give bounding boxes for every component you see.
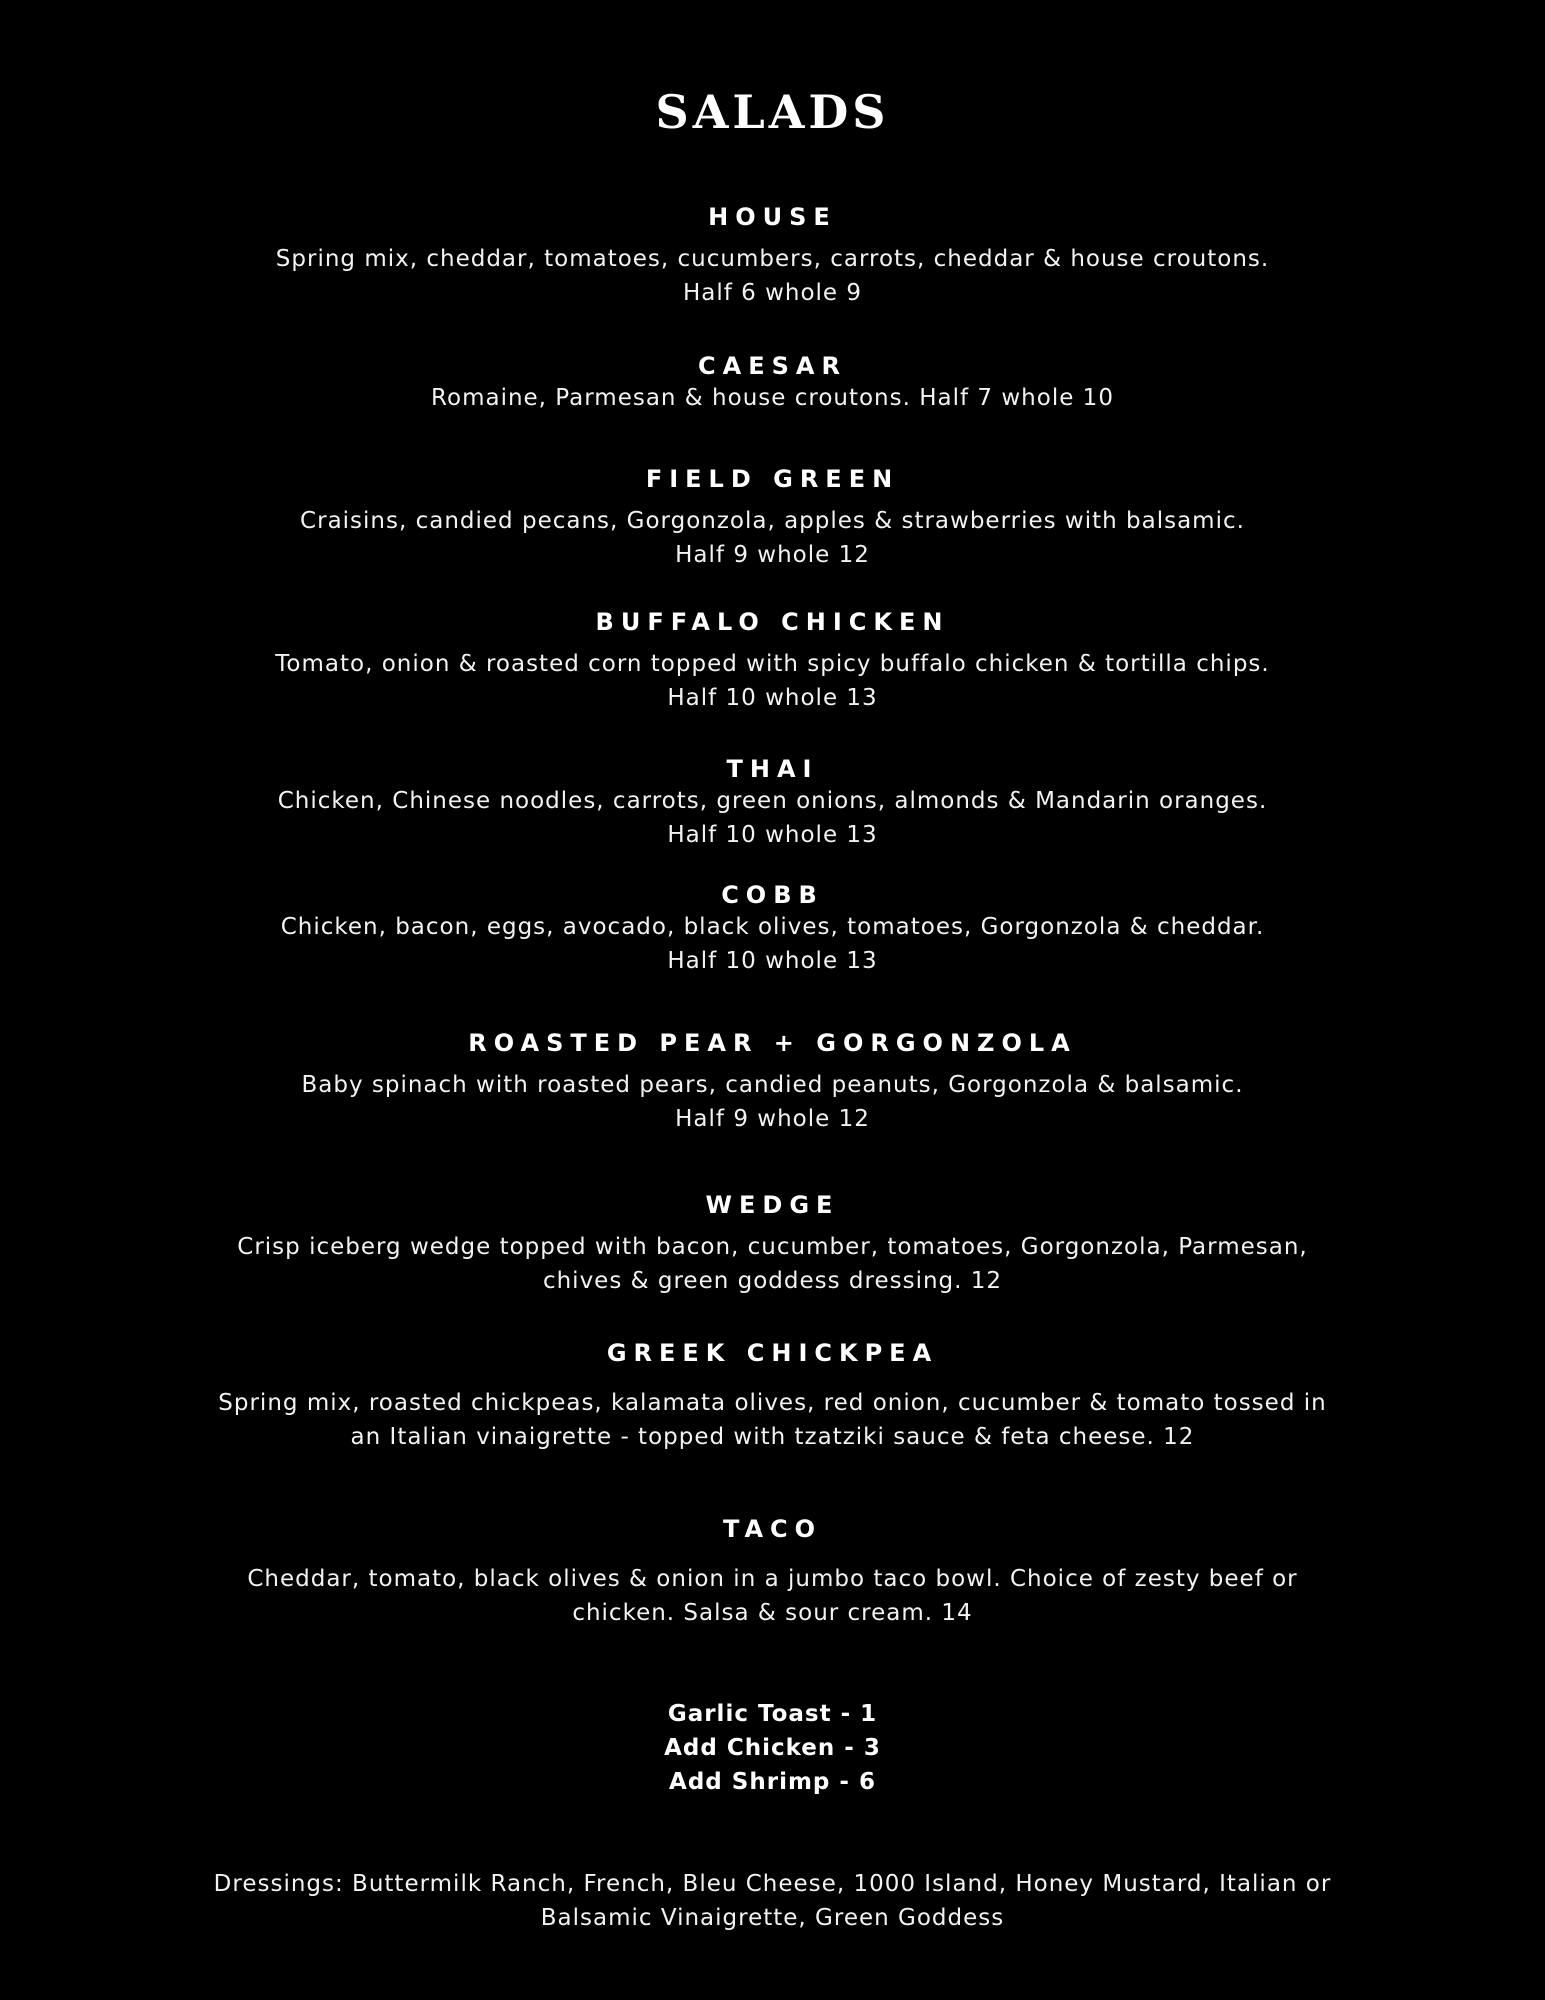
menu-item-price: Half 10 whole 13 [667,822,878,848]
menu-item-description-cont: an Italian vinaigrette - topped with tzatziki sauce & feta cheese. 12 [350,1424,1195,1450]
menu-item-description: Baby spinach with roasted pears, candied peanuts, Gorgonzola & balsamic. [301,1072,1244,1098]
menu-item-caesar [0,351,1545,415]
menu-item-name: ROASTED PEAR + GORGONZOLA [468,1029,1077,1057]
dressings-line-1: Dressings: Buttermilk Ranch, French, Bleu Cheese, 1000 Island, Honey Mustard, Italian or [213,1871,1332,1897]
dressings-line-2: Balsamic Vinaigrette, Green Goddess [540,1905,1005,1931]
menu-item-description: Crisp iceberg wedge topped with bacon, cucumber, tomatoes, Gorgonzola, Parmesan, [237,1234,1308,1260]
menu-item-greek-chickpea [0,1338,1545,1454]
menu-item-thai [0,754,1545,852]
page-title: SALADS [655,85,890,139]
menu-item-name: HOUSE [708,203,837,231]
menu-item-taco [0,1514,1545,1630]
menu-item-description-cont: chicken. Salsa & sour cream. 14 [572,1600,973,1626]
menu-item-price: Half 10 whole 13 [667,948,878,974]
menu-item-name: FIELD GREEN [645,465,900,493]
menu-item-roasted-pear-gorgonzola [0,1028,1545,1136]
menu-item-price: Half 6 whole 9 [682,280,863,306]
menu-item-price: Half 9 whole 12 [675,1106,870,1132]
menu-item-name: GREEK CHICKPEA [606,1339,939,1367]
menu-item-name: THAI [726,755,819,783]
menu-item-description: Spring mix, roasted chickpeas, kalamata olives, red onion, cucumber & tomato tossed in [218,1390,1327,1416]
menu-item-price: Half 10 whole 13 [667,685,878,711]
addon-chicken: Add Chicken - 3 [664,1735,881,1761]
menu-item-buffalo-chicken [0,607,1545,715]
menu-item-cobb [0,880,1545,978]
addon-shrimp: Add Shrimp - 6 [669,1769,876,1795]
menu-item-name: CAESAR [698,352,847,380]
menu-item-wedge [0,1190,1545,1298]
addons-list [0,1697,1545,1799]
menu-item-description: Romaine, Parmesan & house croutons. Half 7 whole 10 [431,385,1114,411]
menu-item-description: Cheddar, tomato, black olives & onion in a jumbo taco bowl. Choice of zesty beef or [247,1566,1298,1592]
menu-item-description: Craisins, candied pecans, Gorgonzola, apples & strawberries with balsamic. [300,508,1245,534]
menu-item-house [0,202,1545,310]
menu-item-description: Chicken, bacon, eggs, avocado, black olives, tomatoes, Gorgonzola & cheddar. [280,914,1265,940]
dressings-note [0,1867,1545,1935]
menu-item-description: Chicken, Chinese noodles, carrots, green onions, almonds & Mandarin oranges. [277,788,1268,814]
addon-garlic-toast: Garlic Toast - 1 [667,1701,878,1727]
menu-item-description: Spring mix, cheddar, tomatoes, cucumbers, carrots, cheddar & house croutons. [275,246,1270,272]
menu-item-name: WEDGE [705,1191,840,1219]
menu-item-price: Half 9 whole 12 [675,542,870,568]
menu-item-name: TACO [722,1515,823,1543]
menu-item-description-cont: chives & green goddess dressing. 12 [542,1268,1003,1294]
menu-item-name: BUFFALO CHICKEN [595,608,950,636]
menu-item-description: Tomato, onion & roasted corn topped with spicy buffalo chicken & tortilla chips. [275,651,1270,677]
menu-item-name: COBB [721,881,824,909]
menu-item-field-green [0,464,1545,572]
